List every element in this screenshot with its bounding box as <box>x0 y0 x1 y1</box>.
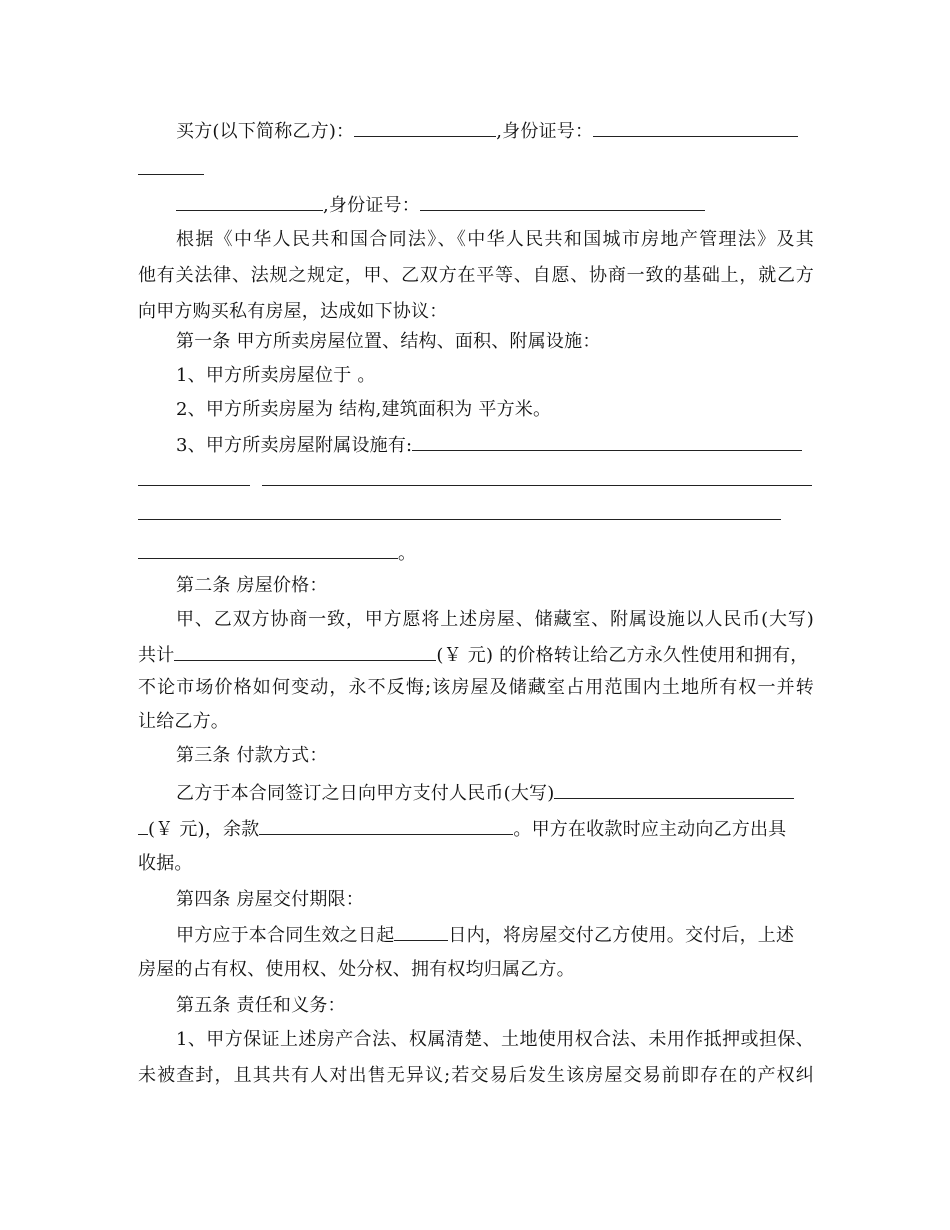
balance-blank[interactable] <box>259 810 513 835</box>
article-4-heading: 第四条 房屋交付期限： <box>176 889 364 910</box>
price-line-4: 让给乙方。 <box>138 711 229 732</box>
second-buyer-id-blank[interactable] <box>420 186 705 211</box>
payment-yuan-text: (￥ 元)，余款 <box>148 819 260 840</box>
facilities-rule-1a <box>138 485 250 486</box>
buyer-name-blank[interactable] <box>354 112 496 137</box>
payment-label: 乙方于本合同签订之日向甲方支付人民币(大写) <box>176 783 555 804</box>
payment-amount-blank-cont[interactable] <box>138 810 148 835</box>
second-buyer-name-blank[interactable] <box>176 186 323 211</box>
facilities-last-line <box>138 534 814 570</box>
preamble-line-3: 向甲方购买私有房屋，达成如下协议： <box>138 301 448 322</box>
facilities-rule-1b <box>262 485 812 486</box>
buyer-id-label: ,身份证号： <box>496 121 594 142</box>
price-line-1: 甲、乙双方协商一致，甲方愿将上述房屋、储藏室、附属设施以人民币(大写) <box>176 609 814 630</box>
payment-line-1 <box>176 774 814 810</box>
buyer-label: 买方(以下简称乙方)： <box>176 121 355 142</box>
preamble-line-2: 他有关法律、法规之规定，甲、乙双方在平等、自愿、协商一致的基础上，就乙方 <box>138 265 814 286</box>
duty-line-1: 1、甲方保证上述房产合法、权属清楚、土地使用权合法、未用作抵押或担保、 <box>176 1029 814 1050</box>
facilities-rule-2 <box>138 519 781 520</box>
article-1-heading: 第一条 甲方所卖房屋位置、结构、面积、附属设施： <box>176 331 601 352</box>
delivery-line-1 <box>176 916 814 952</box>
buyer-id-blank-continued <box>138 174 204 175</box>
payment-line-3: 收据。 <box>138 853 193 874</box>
facilities-label: 3、甲方所卖房屋附属设施有: <box>176 435 413 456</box>
facilities-blank[interactable] <box>412 426 802 451</box>
price-total-label: 共计 <box>138 645 175 666</box>
payment-line-2 <box>138 810 814 846</box>
delivery-label: 甲方应于本合同生效之日起 <box>176 925 395 946</box>
article-5-heading: 第五条 责任和义务： <box>176 995 346 1016</box>
delivery-days-blank[interactable] <box>394 916 448 941</box>
receipt-text: 。甲方在收款时应主动向乙方出具 <box>513 819 787 840</box>
second-buyer-line <box>176 186 814 222</box>
article-1-item-3 <box>176 426 814 462</box>
preamble-line-1: 根据《中华人民共和国合同法》、《中华人民共和国城市房地产管理法》及其 <box>176 229 814 250</box>
article-2-heading: 第二条 房屋价格： <box>176 575 328 596</box>
price-line-3: 不论市场价格如何变动，永不反悔;该房屋及储藏室占用范围内土地所有权一并转 <box>138 677 814 698</box>
delivery-line-2: 房屋的占有权、使用权、处分权、拥有权均归属乙方。 <box>138 959 575 980</box>
buyer-line <box>176 112 814 148</box>
facilities-blank-end[interactable] <box>138 534 398 559</box>
duty-line-2: 未被查封，且其共有人对出售无异议;若交易后发生该房屋交易前即存在的产权纠 <box>138 1065 814 1086</box>
article-1-item-1: 1、甲方所卖房屋位于 。 <box>176 365 376 386</box>
article-3-heading: 第三条 付款方式： <box>176 745 328 766</box>
delivery-text: 日内，将房屋交付乙方使用。交付后，上述 <box>448 925 795 946</box>
facilities-period: 。 <box>398 543 417 564</box>
price-line-2 <box>138 636 814 672</box>
price-amount-blank[interactable] <box>174 636 436 661</box>
article-1-item-2: 2、甲方所卖房屋为 结构,建筑面积为 平方米。 <box>176 399 552 420</box>
second-buyer-id-label: ,身份证号： <box>323 195 420 216</box>
payment-amount-blank[interactable] <box>554 774 794 799</box>
buyer-id-blank[interactable] <box>593 112 798 137</box>
price-yuan-text: (￥ 元) 的价格转让给乙方永久性使用和拥有， <box>436 645 809 666</box>
